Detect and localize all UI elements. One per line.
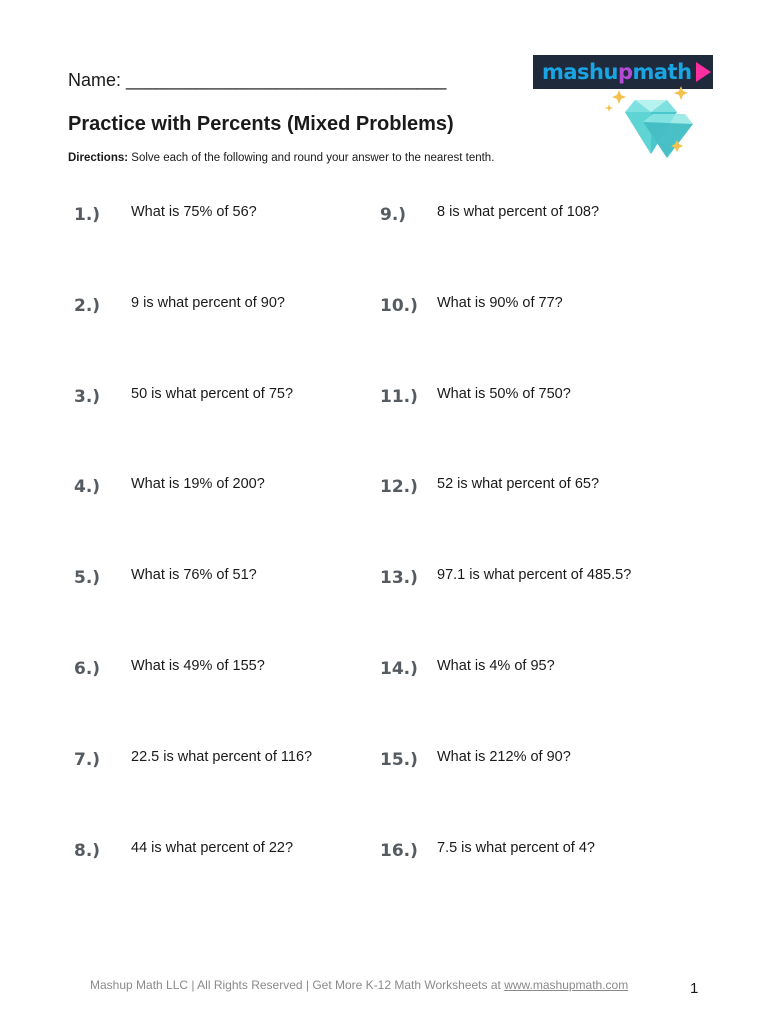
directions	[68, 152, 494, 164]
problem-number: 14.)	[380, 659, 418, 679]
directions-label: Directions:	[68, 152, 129, 164]
play-arrow-icon	[696, 62, 711, 82]
problem-text: What is 50% of 750?	[437, 385, 571, 402]
problem-text: 22.5 is what percent of 116?	[131, 748, 313, 765]
problem-number: 4.)	[74, 477, 101, 498]
diamond-gem-icon	[605, 82, 700, 162]
problem-number: 13.)	[380, 568, 418, 589]
name-line: Name: ________________________________	[68, 70, 447, 90]
problem-text: 44 is what percent of 22?	[131, 839, 294, 856]
page-number: 1	[690, 980, 699, 997]
problem-number: 11.)	[380, 386, 418, 407]
problem-text: What is 4% of 95?	[437, 658, 555, 674]
problem-text: 7.5 is what percent of 4?	[437, 839, 595, 856]
problem-number: 7.)	[74, 749, 101, 770]
problem-number: 3.)	[74, 386, 101, 407]
problem-text: What is 76% of 51?	[131, 567, 257, 584]
directions-text: Solve each of the following and round your answer to the nearest tenth.	[128, 152, 495, 164]
footer-text: Mashup Math LLC | All Rights Reserved | Get More K-12 Math Worksheets at	[90, 978, 505, 992]
problem-text: 8 is what percent of 108?	[437, 204, 600, 220]
problem-number: 1.)	[74, 205, 101, 225]
problem-number: 5.)	[74, 568, 101, 589]
problem-text: What is 19% of 200?	[131, 476, 265, 493]
problem-text: 97.1 is what percent of 485.5?	[437, 567, 632, 584]
problem-number: 12.)	[380, 477, 418, 498]
problem-number: 8.)	[74, 840, 101, 861]
logo-wordmark: mashupmath	[542, 60, 692, 84]
problem-number: 10.)	[380, 295, 418, 316]
problem-number: 2.)	[74, 295, 101, 316]
problem-text: What is 49% of 155?	[131, 658, 265, 674]
problem-text: 50 is what percent of 75?	[131, 385, 294, 402]
problem-text: What is 90% of 77?	[437, 294, 563, 311]
footer-link[interactable]: www.mashupmath.com	[504, 978, 629, 992]
problem-text: What is 75% of 56?	[131, 204, 257, 220]
problem-number: 16.)	[380, 840, 418, 861]
problem-text: 9 is what percent of 90?	[131, 294, 285, 311]
problem-number: 6.)	[74, 659, 101, 679]
problem-text: What is 212% of 90?	[437, 748, 571, 765]
footer	[90, 978, 628, 992]
problem-number: 15.)	[380, 749, 418, 770]
worksheet-title: Practice with Percents (Mixed Problems)	[68, 113, 454, 135]
problem-text: 52 is what percent of 65?	[437, 476, 600, 493]
problem-number: 9.)	[380, 205, 407, 225]
